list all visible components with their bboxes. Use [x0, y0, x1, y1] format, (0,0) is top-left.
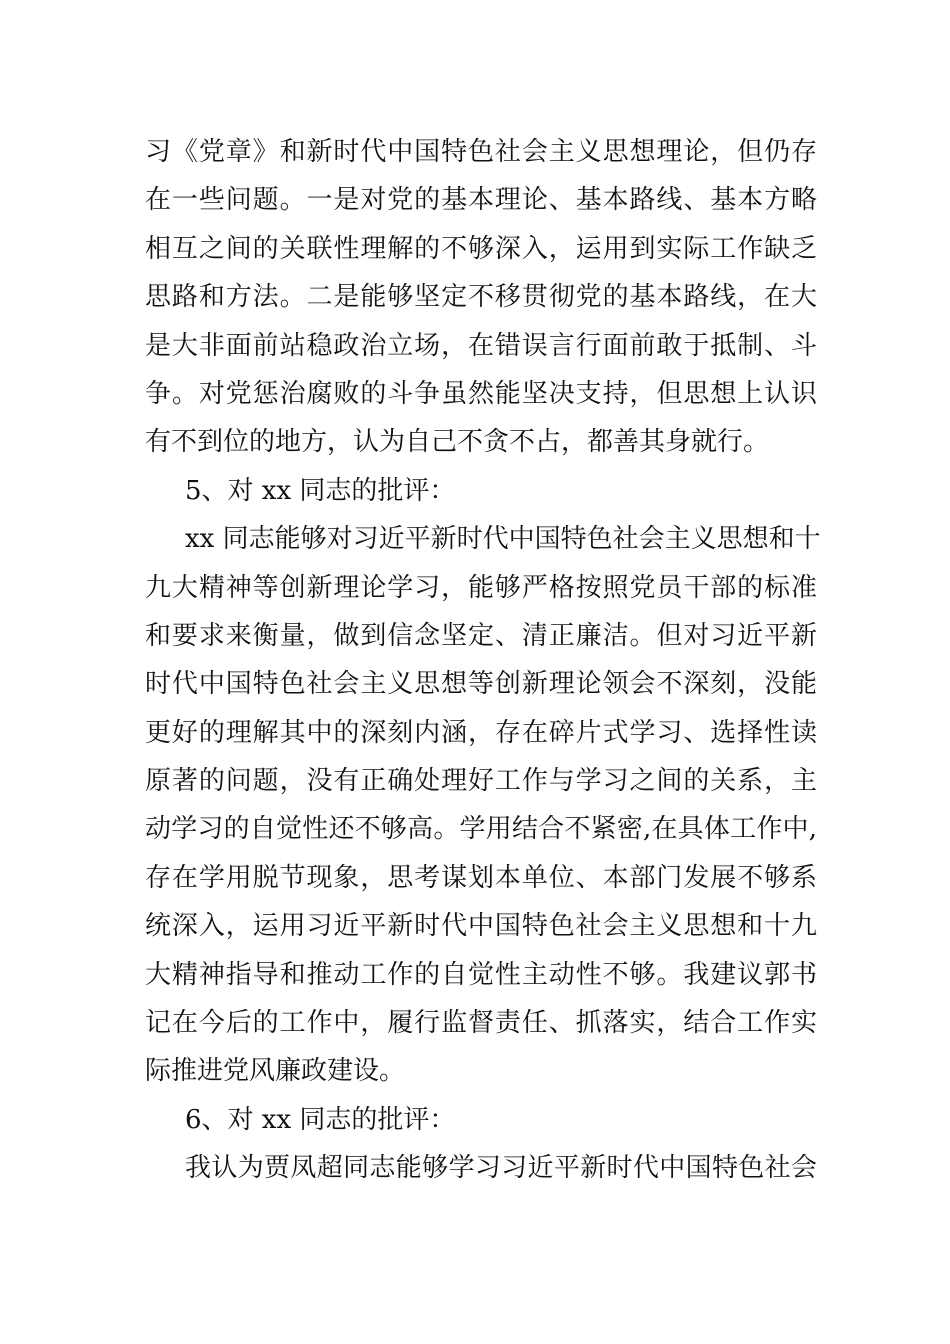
- paragraph-line: 更好的理解其中的深刻内涵，存在碎片式学习、选择性读: [145, 717, 817, 748]
- paragraph-line: 习《党章》和新时代中国特色社会主义思想理论，但仍存: [145, 137, 817, 167]
- paragraph-line: 大精神指导和推动工作的自觉性主动性不够。我建议郭书: [145, 959, 817, 990]
- paragraph-line: 是大非面前站稳政治立场，在错误言行面前敢于抵制、斗: [145, 330, 817, 361]
- section-heading: 5、对 xx 同志的批评：: [185, 475, 456, 506]
- paragraph-line: xx 同志能够对习近平新时代中国特色社会主义思想和十: [185, 524, 821, 555]
- paragraph-line: 在一些问题。一是对党的基本理论、基本路线、基本方略: [145, 185, 817, 216]
- paragraph-line: 统深入，运用习近平新时代中国特色社会主义思想和十九: [145, 911, 817, 942]
- paragraph-line: 有不到位的地方，认为自己不贪不占，都善其身就行。: [145, 427, 770, 458]
- paragraph-line: 动学习的自觉性还不够高。学用结合不紧密,在具体工作中,: [145, 814, 817, 845]
- paragraph-line: 记在今后的工作中，履行监督责任、抓落实，结合工作实: [145, 1008, 817, 1039]
- paragraph-line: 际推进党风廉政建设。: [145, 1056, 406, 1087]
- paragraph-line: 思路和方法。二是能够坚定不移贯彻党的基本路线，在大: [145, 282, 817, 313]
- paragraph-line: 相互之间的关联性理解的不够深入，运用到实际工作缺乏: [145, 233, 817, 264]
- paragraph-line: 原著的问题，没有正确处理好工作与学习之间的关系，主: [145, 766, 817, 797]
- document-body: [145, 128, 821, 1193]
- paragraph-line: 和要求来衡量，做到信念坚定、清正廉洁。但对习近平新: [145, 620, 817, 651]
- paragraph-line: 存在学用脱节现象，思考谋划本单位、本部门发展不够系: [145, 862, 817, 893]
- paragraph-line: 争。对党惩治腐败的斗争虽然能坚决支持，但思想上认识: [145, 378, 817, 409]
- paragraph-line: 时代中国特色社会主义思想等创新理论领会不深刻，没能: [145, 669, 817, 700]
- paragraph-line: 九大精神等创新理论学习，能够严格按照党员干部的标准: [145, 572, 817, 603]
- paragraph-line: 我认为贾凤超同志能够学习习近平新时代中国特色社会: [185, 1153, 817, 1184]
- section-heading: 6、对 xx 同志的批评：: [185, 1104, 456, 1135]
